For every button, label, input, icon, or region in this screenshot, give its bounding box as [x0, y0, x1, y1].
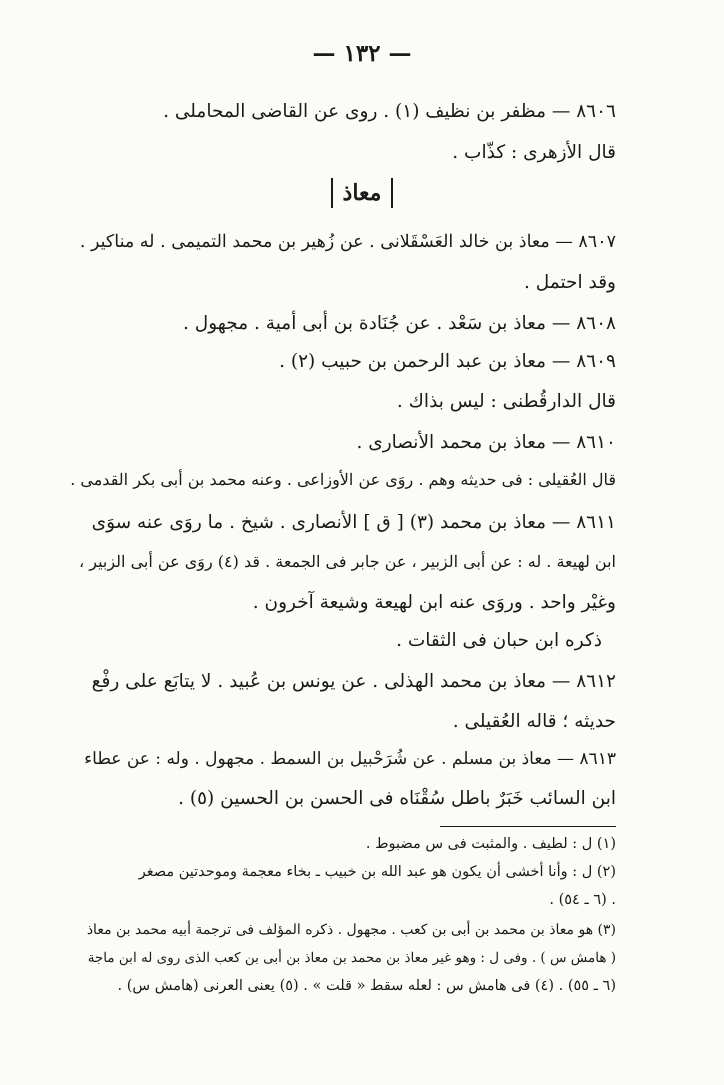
- footnote-1: (١) ل : لطيف . والمثبت فى س مضبوط .: [365, 836, 616, 852]
- entry-8607: ٨٦٠٧ — معاذ بن خالد العَسْقَلانى . عن زُهير بن محمد التميمى . له مناكير .: [79, 232, 616, 252]
- footnote-2: (٢) ل : وأنا أخشى أن يكون هو عبد الله بن خبيب ـ بخاء معجمة وموحدتين مصغر: [138, 864, 616, 880]
- entry-8611-cont-3: ذكره ابن حبان فى الثقات .: [396, 630, 602, 651]
- entry-8610: ٨٦١٠ — معاذ بن محمد الأنصارى .: [356, 432, 616, 453]
- entry-8611-cont-2: وغيْر واحد . وروَى عنه ابن لهيعة وشيعة آخرون .: [252, 592, 616, 613]
- footnote-2-cont: . (٦ ـ ٥٤) .: [549, 892, 616, 908]
- footnote-3-cont: ( هامش س ) . وفى ل : وهو غير معاذ بن محمد بن معاذ بن أبى بن كعب الذى روى له ابن ماجة: [87, 950, 616, 966]
- footnote-divider: [440, 826, 616, 827]
- footnote-3: (٣) هو معاذ بن محمد بن أبى بن كعب . مجهول . ذكره المؤلف فى ترجمة أبيه محمد بن معاذ: [86, 922, 616, 938]
- entry-8606-note: قال الأزهرى : كذّاب .: [452, 142, 616, 163]
- entry-8613: ٨٦١٣ — معاذ بن مسلم . عن شُرَحْبيل بن السمط . مجهول . وله : عن عطاء: [84, 749, 616, 769]
- page-number: — ١٣٢ —: [312, 40, 412, 67]
- section-heading-label: معاذ: [331, 178, 394, 208]
- entry-8606: ٨٦٠٦ — مظفر بن نظيف (١) . روى عن القاضى المحاملى .: [163, 101, 616, 122]
- entry-8612-cont: حديثه ؛ قاله العُقيلى .: [452, 711, 616, 732]
- footnote-4-5: (٦ ـ ٥٥) . (٤) فى هامش س : لعله سقط « قلت » . (٥) يعنى العرنى (هامش س) .: [117, 978, 616, 994]
- entry-8609-note: قال الدارقُطنى : ليس بذاك .: [396, 391, 616, 412]
- entry-8608: ٨٦٠٨ — معاذ بن سَعْد . عن جُنَادة بن أبى أمية . مجهول .: [183, 313, 616, 334]
- entry-8609: ٨٦٠٩ — معاذ بن عبد الرحمن بن حبيب (٢) .: [279, 351, 616, 372]
- section-heading: [0, 178, 724, 208]
- entry-8607-cont: وقد احتمل .: [524, 272, 616, 293]
- entry-8613-cont: ابن السائب خَبَرٌ باطل سُقْنَاه فى الحسن بن الحسين (٥) .: [178, 788, 616, 809]
- entry-8611-cont-1: ابن لهيعة . له : عن أبى الزبير ، عن جابر فى الجمعة . قد (٤) روَى عن أبى الزبير ،: [78, 552, 616, 571]
- entry-8612: ٨٦١٢ — معاذ بن محمد الهذلى . عن يونس بن عُبيد . لا يتابَع على رفْع: [91, 671, 616, 692]
- entry-8610-note: قال العُقيلى : فى حديثه وهم . روَى عن الأوزاعى . وعنه محمد بن أبى بكر القدمى .: [70, 470, 616, 489]
- entry-8611: ٨٦١١ — معاذ بن محمد (٣) [ ق ] الأنصارى . شيخ . ما روَى عنه سوَى: [91, 512, 616, 533]
